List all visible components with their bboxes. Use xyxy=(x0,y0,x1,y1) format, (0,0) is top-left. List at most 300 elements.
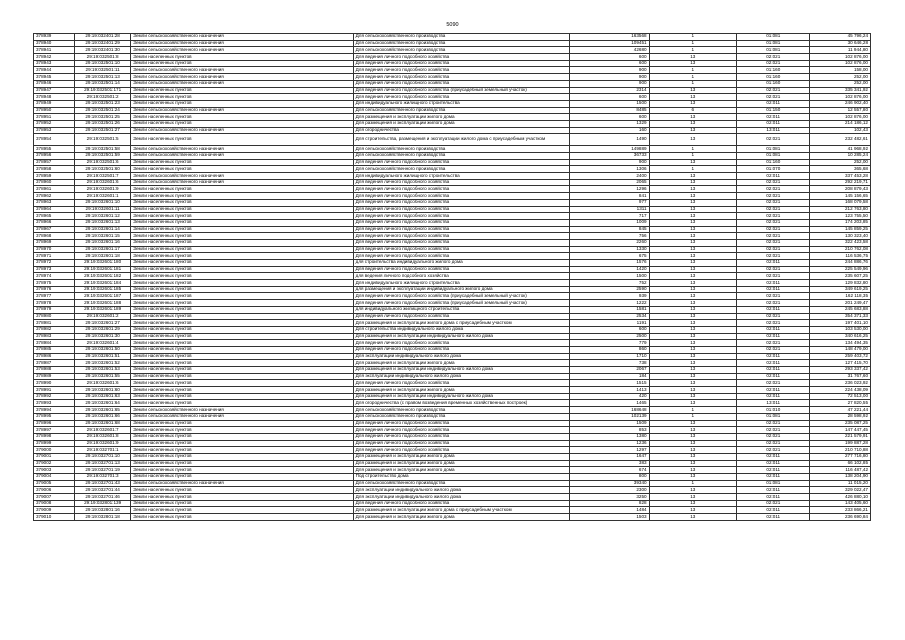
code-cell: 01:081 xyxy=(737,47,810,54)
permitted-use-cell: Для размещения и эксплуатации жилого дома xyxy=(353,453,569,460)
group-cell: 1 xyxy=(649,47,736,54)
code-cell: 02:021 xyxy=(737,239,810,246)
code-cell: 02:021 xyxy=(737,213,810,220)
cadastral-value-cell: 102 876,00 xyxy=(810,114,871,121)
land-category-cell: Земли населенных пунктов xyxy=(131,306,353,313)
cadastral-number-cell: 29:19:032501:23 xyxy=(75,100,131,107)
row-number-cell: 378979 xyxy=(34,306,75,313)
group-cell: 13 xyxy=(649,193,736,200)
permitted-use-cell: Для ведения личного подсобного хозяйства xyxy=(353,346,569,353)
group-cell: 13 xyxy=(649,206,736,213)
area-cell: 2534 xyxy=(569,313,649,320)
land-category-cell: Земли сельскохозяйственного назначения xyxy=(131,107,353,114)
code-cell: 02:021 xyxy=(737,186,810,193)
cadastral-value-cell: 102 876,00 xyxy=(810,60,871,67)
area-cell: 1581 xyxy=(569,306,649,313)
cadastral-number-cell: 29:19:032601:53 xyxy=(75,367,131,374)
row-number-cell: 378959 xyxy=(34,173,75,180)
cadastral-value-cell: 236 023,92 xyxy=(810,380,871,387)
cadastral-value-cell: 174 203,85 xyxy=(810,219,871,226)
area-cell: 900 xyxy=(569,67,649,74)
permitted-use-cell: Для ведения личного подсобного хозяйства xyxy=(353,193,569,200)
permitted-use-cell: Для ведения личного подсобного хозяйства xyxy=(353,233,569,240)
code-cell: 01:160 xyxy=(737,80,810,87)
row-number-cell: 378974 xyxy=(34,273,75,280)
code-cell: 02:021 xyxy=(737,54,810,61)
area-cell: 8485 xyxy=(569,107,649,114)
area-cell: 1515 xyxy=(569,380,649,387)
group-cell: 13 xyxy=(649,306,736,313)
code-cell: 02:021 xyxy=(737,293,810,300)
table-row xyxy=(34,60,871,67)
cadastral-value-cell: 292 219,71 xyxy=(810,179,871,186)
area-cell: 3250 xyxy=(569,494,649,501)
table-row xyxy=(34,380,871,387)
table-row xyxy=(34,199,871,206)
cadastral-number-cell: 29:19:032801:16 xyxy=(75,507,131,514)
permitted-use-cell: Для ведения личного подсобного хозяйства xyxy=(353,500,569,507)
land-category-cell: Земли населенных пунктов xyxy=(131,280,353,287)
cadastral-value-cell: 45 796,24 xyxy=(810,34,871,41)
area-cell: 600 xyxy=(569,114,649,121)
cadastral-number-cell: 29:19:032601:66 xyxy=(75,413,131,420)
land-category-cell: Земли населенных пунктов xyxy=(131,467,353,474)
group-cell: 13 xyxy=(649,500,736,507)
cadastral-value-cell: 162 118,35 xyxy=(810,293,871,300)
cadastral-number-cell: 29:19:032601:14 xyxy=(75,226,131,233)
table-row xyxy=(34,40,871,47)
row-number-cell: 378946 xyxy=(34,80,75,87)
row-number-cell: 378963 xyxy=(34,199,75,206)
area-cell: 600 xyxy=(569,94,649,101)
cadastral-number-cell: 29:19:032501:27 xyxy=(75,127,131,134)
table-row xyxy=(34,134,871,146)
table-row xyxy=(34,367,871,374)
permitted-use-cell: Для сельскохозяйственного производства xyxy=(353,480,569,487)
permitted-use-cell: Для огородничества xyxy=(353,127,569,134)
table-row xyxy=(34,300,871,307)
cadastral-value-cell: 221 579,91 xyxy=(810,433,871,440)
land-category-cell: Земли населенных пунктов xyxy=(131,226,353,233)
cadastral-value-cell: 148 479,00 xyxy=(810,346,871,353)
cadastral-value-cell: 224 438,09 xyxy=(810,387,871,394)
code-cell: 02:011 xyxy=(737,507,810,514)
cadastral-number-cell: 29:19:032601:180 xyxy=(75,260,131,267)
cadastral-number-cell: 29:19:032601:6 xyxy=(75,179,131,186)
table-row xyxy=(34,94,871,101)
cadastral-value-cell: 199 887,28 xyxy=(810,440,871,447)
land-category-cell: Земли населенных пунктов xyxy=(131,433,353,440)
permitted-use-cell: Для ведения личного подсобного хозяйства xyxy=(353,199,569,206)
table-row xyxy=(34,206,871,213)
row-number-cell: 378976 xyxy=(34,286,75,293)
code-cell: 02:021 xyxy=(737,233,810,240)
cadastral-number-cell: 29:19:032601:50 xyxy=(75,346,131,353)
permitted-use-cell: Под строительство дома xyxy=(353,474,569,481)
table-row xyxy=(34,326,871,333)
code-cell: 02:021 xyxy=(737,500,810,507)
cadastral-value-cell: 277 716,80 xyxy=(810,453,871,460)
land-category-cell: Земли населенных пунктов xyxy=(131,94,353,101)
cadastral-number-cell: 29:19:032601:52 xyxy=(75,360,131,367)
code-cell: 02:021 xyxy=(737,320,810,327)
row-number-cell: 378991 xyxy=(34,387,75,394)
code-cell: 02:021 xyxy=(737,253,810,260)
table-row xyxy=(34,467,871,474)
cadastral-number-cell: 29:19:032701:1 xyxy=(75,447,131,454)
area-cell: 2500 xyxy=(569,333,649,340)
table-row xyxy=(34,74,871,81)
permitted-use-cell: Для сельскохозяйственного производства xyxy=(353,146,569,153)
table-row xyxy=(34,34,871,41)
row-number-cell: 379006 xyxy=(34,487,75,494)
cadastral-number-cell: 29:19:032601:15 xyxy=(75,233,131,240)
cadastral-number-cell: 29:19:032401:30 xyxy=(75,47,131,54)
table-row xyxy=(34,500,871,507)
code-cell: 02:021 xyxy=(737,94,810,101)
permitted-use-cell: Для огородничества (с правом возведения временных хозяйственных построек) xyxy=(353,400,569,407)
group-cell: 13 xyxy=(649,300,736,307)
permitted-use-cell: Для ведения личного подсобного хозяйства xyxy=(353,433,569,440)
group-cell: 13 xyxy=(649,186,736,193)
area-cell: 2065 xyxy=(569,179,649,186)
table-row xyxy=(34,153,871,160)
permitted-use-cell: Для ведения личного подсобного хозяйства xyxy=(353,213,569,220)
table-row xyxy=(34,360,871,367)
cadastral-value-cell: 127 415,70 xyxy=(810,360,871,367)
group-cell: 6 xyxy=(649,107,736,114)
table-row xyxy=(34,420,871,427)
code-cell: 02:011 xyxy=(737,120,810,127)
land-category-cell: Земли населенных пунктов xyxy=(131,440,353,447)
table-row xyxy=(34,100,871,107)
cadastral-value-cell: 31 767,60 xyxy=(810,373,871,380)
row-number-cell: 378983 xyxy=(34,333,75,340)
permitted-use-cell: для строительства индивидуального жилого дома xyxy=(353,260,569,267)
table-row xyxy=(34,373,871,380)
cadastral-value-cell: 134 494,35 xyxy=(810,340,871,347)
permitted-use-cell: Для ведения личного подсобного хозяйства xyxy=(353,67,569,74)
cadastral-value-cell: 235 087,25 xyxy=(810,420,871,427)
land-category-cell: Земли населенных пунктов xyxy=(131,87,353,94)
row-number-cell: 378940 xyxy=(34,40,75,47)
area-cell: 600 xyxy=(569,60,649,67)
area-cell: 2590 xyxy=(569,286,649,293)
land-category-cell: Земли населенных пунктов xyxy=(131,186,353,193)
area-cell: 1576 xyxy=(569,260,649,267)
code-cell: 01:160 xyxy=(737,67,810,74)
code-cell: 01:160 xyxy=(737,74,810,81)
cadastral-number-cell: 29:19:032601:10 xyxy=(75,199,131,206)
area-cell: 738 xyxy=(569,360,649,367)
permitted-use-cell: Для ведения личного подсобного хозяйства xyxy=(353,420,569,427)
cadastral-value-cell: 225 549,96 xyxy=(810,266,871,273)
row-number-cell: 378970 xyxy=(34,246,75,253)
row-number-cell: 379003 xyxy=(34,467,75,474)
permitted-use-cell: Для ведения личного подсобного хозяйства xyxy=(353,179,569,186)
land-category-cell: Земли населенных пунктов xyxy=(131,114,353,121)
table-body xyxy=(34,34,871,521)
area-cell: 1710 xyxy=(569,353,649,360)
table-row xyxy=(34,333,871,340)
table-row xyxy=(34,120,871,127)
cadastral-value-cell: 235 607,25 xyxy=(810,273,871,280)
code-cell: 01:160 xyxy=(737,159,810,166)
permitted-use-cell: Для сельскохозяйственного производства xyxy=(353,153,569,160)
area-cell: 1329 xyxy=(569,120,649,127)
code-cell: 02:021 xyxy=(737,134,810,146)
land-category-cell: Земли сельскохозяйственного назначения xyxy=(131,47,353,54)
code-cell: 01:081 xyxy=(737,34,810,41)
cadastral-value-cell: 41 968,92 xyxy=(810,146,871,153)
code-cell: 02:021 xyxy=(737,266,810,273)
area-cell: 674 xyxy=(569,467,649,474)
code-cell: 02:011 xyxy=(737,487,810,494)
table-row xyxy=(34,166,871,173)
land-category-cell: Земли населенных пунктов xyxy=(131,393,353,400)
group-cell: 13 xyxy=(649,273,736,280)
table-row xyxy=(34,193,871,200)
code-cell: 02:011 xyxy=(737,353,810,360)
row-number-cell: 378965 xyxy=(34,213,75,220)
cadastral-number-cell: 29:19:032601:182 xyxy=(75,273,131,280)
row-number-cell: 378947 xyxy=(34,87,75,94)
land-category-cell: Земли населенных пунктов xyxy=(131,447,353,454)
land-category-cell: Земли населенных пунктов xyxy=(131,333,353,340)
table-row xyxy=(34,280,871,287)
group-cell: 13 xyxy=(649,333,736,340)
group-cell: 13 xyxy=(649,127,736,134)
cadastral-number-cell: 29:19:032501:2 xyxy=(75,94,131,101)
cadastral-value-cell: 335 341,92 xyxy=(810,87,871,94)
cadastral-value-cell: 201 249,47 xyxy=(810,300,871,307)
area-cell: 1484 xyxy=(569,507,649,514)
group-cell: 13 xyxy=(649,179,736,186)
area-cell: 1647 xyxy=(569,453,649,460)
row-number-cell: 378944 xyxy=(34,67,75,74)
group-cell: 13 xyxy=(649,360,736,367)
code-cell: 02:021 xyxy=(737,440,810,447)
cadastral-number-cell: 29:19:032701:10 xyxy=(75,453,131,460)
area-cell: 1380 xyxy=(569,433,649,440)
area-cell: 2260 xyxy=(569,239,649,246)
row-number-cell: 378973 xyxy=(34,266,75,273)
code-cell: 02:021 xyxy=(737,447,810,454)
cadastral-value-cell: 236 690,84 xyxy=(810,514,871,521)
cadastral-value-cell: 11 015,20 xyxy=(810,480,871,487)
group-cell: 13 xyxy=(649,433,736,440)
permitted-use-cell: Для индивидуального жилищного строительства xyxy=(353,100,569,107)
row-number-cell: 378951 xyxy=(34,114,75,121)
group-cell: 13 xyxy=(649,286,736,293)
land-category-cell: Земли населенных пунктов xyxy=(131,266,353,273)
cadastral-value-cell: 340 616,25 xyxy=(810,333,871,340)
land-category-cell: Земли сельскохозяйственного назначения xyxy=(131,67,353,74)
cadastral-value-cell: 168 079,58 xyxy=(810,199,871,206)
cadastral-value-cell: 123 755,50 xyxy=(810,213,871,220)
permitted-use-cell: Для ведения личного подсобного хозяйства xyxy=(353,94,569,101)
permitted-use-cell: Для сельскохозяйственного производства xyxy=(353,166,569,173)
area-cell: 39340 xyxy=(569,480,649,487)
table-row xyxy=(34,239,871,246)
table-row xyxy=(34,127,871,134)
row-number-cell: 378967 xyxy=(34,226,75,233)
area-cell: 36733 xyxy=(569,153,649,160)
permitted-use-cell: Для ведения личного подсобного хозяйства xyxy=(353,54,569,61)
permitted-use-cell: Для размещения и эксплуатации индивидуального жилого дома xyxy=(353,393,569,400)
code-cell: 02:021 xyxy=(737,300,810,307)
cadastral-number-cell: 29:19:032801:18 xyxy=(75,514,131,521)
table-row xyxy=(34,494,871,501)
group-cell: 13 xyxy=(649,447,736,454)
table-row xyxy=(34,387,871,394)
land-category-cell: Земли сельскохозяйственного назначения xyxy=(131,146,353,153)
code-cell: 01:081 xyxy=(737,153,810,160)
permitted-use-cell: Для ведения личного подсобного хозяйства xyxy=(353,440,569,447)
permitted-use-cell: Для размещения и эксплуатации жилого дома с приусадебным участком xyxy=(353,320,569,327)
table-row xyxy=(34,67,871,74)
permitted-use-cell: Для размещения и эксплуатации жилого дома xyxy=(353,467,569,474)
permitted-use-cell: Для размещения и эксплуатации жилого дома с приусадебным участком xyxy=(353,507,569,514)
area-cell: 1311 xyxy=(569,206,649,213)
row-number-cell: 378980 xyxy=(34,313,75,320)
cadastral-value-cell: 158,00 xyxy=(810,67,871,74)
cadastral-number-cell: 29:19:032601:8 xyxy=(75,433,131,440)
group-cell: 13 xyxy=(649,387,736,394)
cadastral-value-cell: 365,68 xyxy=(810,166,871,173)
group-cell: 13 xyxy=(649,507,736,514)
table-row xyxy=(34,219,871,226)
area-cell: 2300 xyxy=(569,487,649,494)
row-number-cell: 378992 xyxy=(34,393,75,400)
table-row xyxy=(34,306,871,313)
cadastral-number-cell: 29:19:032801:139 xyxy=(75,500,131,507)
cadastral-number-cell: 29:19:032601:9 xyxy=(75,186,131,193)
area-cell: 102139 xyxy=(569,413,649,420)
cadastral-number-cell: 29:19:032601:185 xyxy=(75,286,131,293)
cadastral-value-cell: 208 879,43 xyxy=(810,186,871,193)
group-cell: 13 xyxy=(649,320,736,327)
row-number-cell: 378948 xyxy=(34,94,75,101)
land-category-cell: Земли сельскохозяйственного назначения xyxy=(131,413,353,420)
cadastral-number-cell: 29:19:032601:184 xyxy=(75,280,131,287)
row-number-cell: 378954 xyxy=(34,134,75,146)
cadastral-value-cell: 47 221,44 xyxy=(810,407,871,414)
cadastral-value-cell: 197 401,10 xyxy=(810,320,871,327)
land-category-cell: Земли населенных пунктов xyxy=(131,54,353,61)
group-cell: 13 xyxy=(649,60,736,67)
table-row xyxy=(34,186,871,193)
cadastral-number-cell: 29:19:032601:7 xyxy=(75,427,131,434)
table-row xyxy=(34,246,871,253)
cadastral-number-cell: 29:19:032601:187 xyxy=(75,293,131,300)
code-cell: 02:011 xyxy=(737,393,810,400)
cadastral-number-cell: 29:19:032601:63 xyxy=(75,393,131,400)
group-cell: 13 xyxy=(649,494,736,501)
permitted-use-cell: Для ведения личного подсобного хозяйства xyxy=(353,226,569,233)
area-cell: 1297 xyxy=(569,447,649,454)
row-number-cell: 378952 xyxy=(34,120,75,127)
code-cell: 02:011 xyxy=(737,467,810,474)
cadastral-value-cell: 10 285,24 xyxy=(810,153,871,160)
code-cell: 01:081 xyxy=(737,413,810,420)
area-cell: 1413 xyxy=(569,387,649,394)
group-cell: 13 xyxy=(649,219,736,226)
permitted-use-cell: Для размещения и эксплуатации индивидуального жилого дома xyxy=(353,367,569,374)
cadastral-number-cell: 29:19:032601:2 xyxy=(75,313,131,320)
row-number-cell: 378998 xyxy=(34,433,75,440)
row-number-cell: 378955 xyxy=(34,146,75,153)
area-cell: 600 xyxy=(569,54,649,61)
land-category-cell: Земли сельскохозяйственного назначения xyxy=(131,173,353,180)
code-cell: 01:150 xyxy=(737,107,810,114)
permitted-use-cell: для индивидуального жилищного строительства xyxy=(353,306,569,313)
cadastral-number-cell: 29:19:032501:58 xyxy=(75,146,131,153)
permitted-use-cell: Для размещения и эксплуатации жилого дома xyxy=(353,460,569,467)
table-row xyxy=(34,480,871,487)
permitted-use-cell: Для сельскохозяйственного производства xyxy=(353,407,569,414)
area-cell: 900 xyxy=(569,74,649,81)
cadastral-number-cell: 29:19:032601:18 xyxy=(75,253,131,260)
code-cell: 02:011 xyxy=(737,474,810,481)
row-number-cell: 378995 xyxy=(34,413,75,420)
land-category-cell: Земли населенных пунктов xyxy=(131,340,353,347)
land-category-cell: Земли населенных пунктов xyxy=(131,507,353,514)
permitted-use-cell: для ведения личного подсобного хозяйства xyxy=(353,273,569,280)
land-category-cell: Земли населенных пунктов xyxy=(131,367,353,374)
group-cell: 13 xyxy=(649,453,736,460)
code-cell: 02:011 xyxy=(737,260,810,267)
code-cell: 02:011 xyxy=(737,367,810,374)
permitted-use-cell: Для эксплуатации индивидуального жилого дома xyxy=(353,373,569,380)
cadastral-number-cell: 29:19:032501:8 xyxy=(75,54,131,61)
code-cell: 02:021 xyxy=(737,433,810,440)
group-cell: 1 xyxy=(649,166,736,173)
cadastral-value-cell: 214 186,12 xyxy=(810,120,871,127)
area-cell: 800 xyxy=(569,474,649,481)
cadastral-number-cell: 29:19:032401:28 xyxy=(75,34,131,41)
land-category-cell: Земли населенных пунктов xyxy=(131,427,353,434)
row-number-cell: 378939 xyxy=(34,34,75,41)
land-category-cell: Земли сельскохозяйственного назначения xyxy=(131,179,353,186)
row-number-cell: 378994 xyxy=(34,407,75,414)
land-category-cell: Земли населенных пунктов xyxy=(131,373,353,380)
table-row xyxy=(34,107,871,114)
table-row xyxy=(34,474,871,481)
land-category-cell: Земли населенных пунктов xyxy=(131,494,353,501)
permitted-use-cell: Для ведения личного подсобного хозяйства xyxy=(353,219,569,226)
area-cell: 853 xyxy=(569,427,649,434)
land-category-cell: Земли сельскохозяйственного назначения xyxy=(131,34,353,41)
permitted-use-cell: Для размещения и эксплуатации жилого дома xyxy=(353,514,569,521)
group-cell: 13 xyxy=(649,159,736,166)
area-cell: 1503 xyxy=(569,514,649,521)
table-row xyxy=(34,447,871,454)
cadastral-value-cell: 354 371,33 xyxy=(810,313,871,320)
cadastral-number-cell: 29:19:032501:25 xyxy=(75,114,131,121)
table-row xyxy=(34,400,871,407)
group-cell: 13 xyxy=(649,87,736,94)
group-cell: 1 xyxy=(649,407,736,414)
row-number-cell: 378956 xyxy=(34,153,75,160)
cadastral-number-cell: 29:19:032601:181 xyxy=(75,266,131,273)
area-cell: 1330 xyxy=(569,246,649,253)
table-row xyxy=(34,440,871,447)
code-cell: 02:021 xyxy=(737,346,810,353)
code-cell: 02:011 xyxy=(737,306,810,313)
row-number-cell: 378989 xyxy=(34,373,75,380)
code-cell: 02:021 xyxy=(737,246,810,253)
